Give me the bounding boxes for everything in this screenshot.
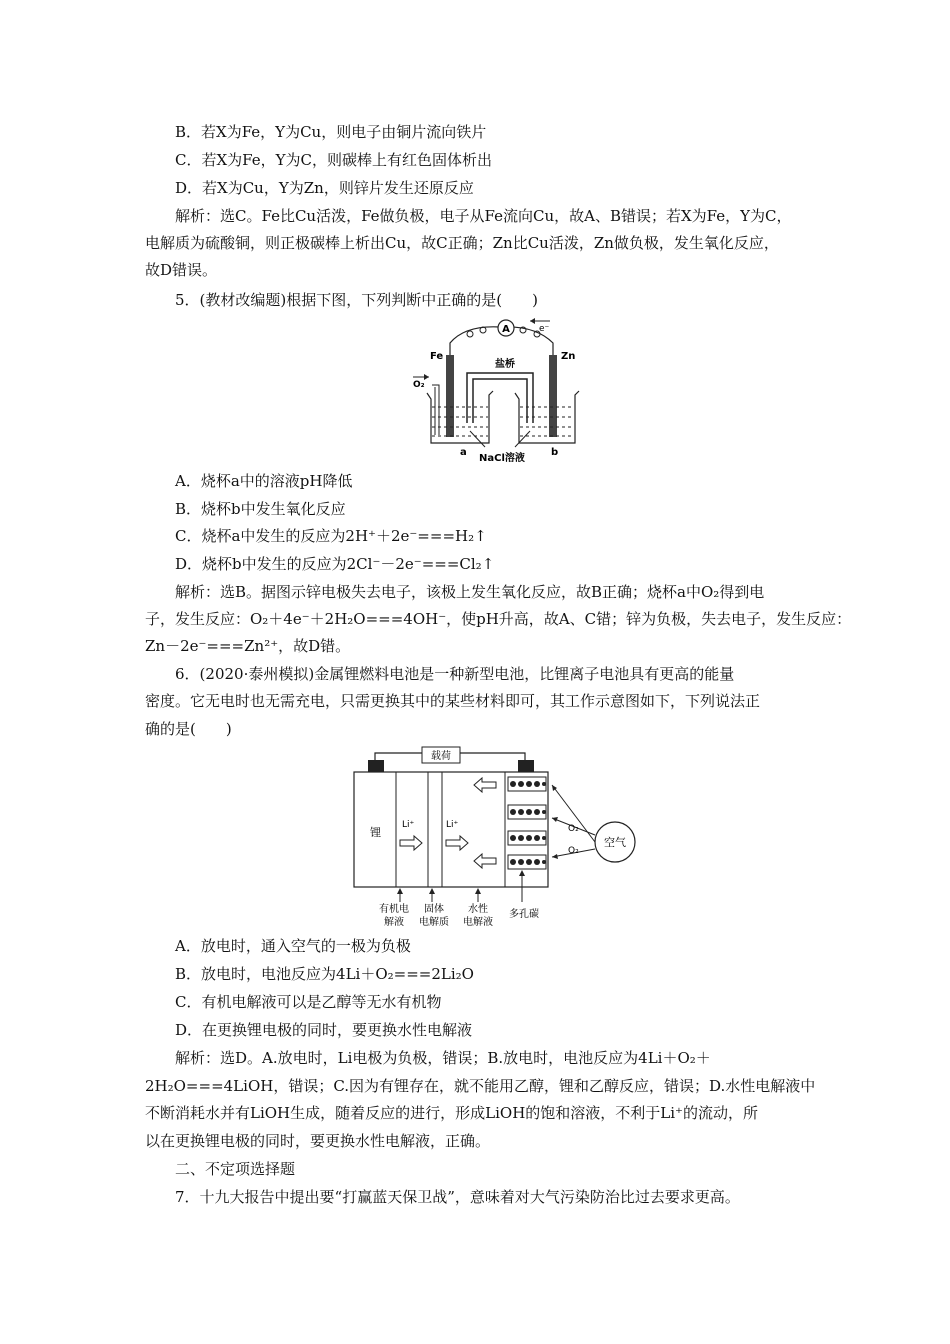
fe-label: Fe (430, 351, 444, 362)
organic-electrolyte-label: 有机电 (379, 904, 409, 915)
beaker-b-label: b (551, 447, 559, 458)
q6-option-d: D．在更换锂电极的同时，要更换水性电解液 (175, 1021, 473, 1039)
q6-analysis-line: 2H₂O===4LiOH，错误；C.因为有锂存在，就不能用乙醇，锂和乙醇反应，错误；D.水性电解液中 (145, 1077, 816, 1095)
porous-carbon-label: 多孔碳 (509, 909, 539, 920)
solid-electrolyte-label: 固体 (424, 904, 444, 915)
q4-analysis-line: 解析：选C。Fe比Cu活泼，Fe做负极，电子从Fe流向Cu，故A、B错误；若X为Fe，Y为C， (175, 207, 792, 225)
galvanic-cell-figure (405, 315, 585, 465)
q6-stem-line: 确的是( ) (145, 720, 232, 738)
q4-analysis-line: 故D错误。 (145, 261, 218, 279)
q4-option-b: B．若X为Fe，Y为Cu，则电子由铜片流向铁片 (175, 123, 487, 141)
q5-analysis-line: 子，发生反应：O₂＋4e⁻＋2H₂O===4OH⁻，使pH升高，故A、C错；锌为负极，失去电子，发生反应： (145, 610, 852, 628)
q6-analysis-line: 不断消耗水并有LiOH生成，随着反应的进行，形成LiOH的饱和溶液，不利于Li⁺的流动，所 (145, 1104, 758, 1122)
q6-analysis-line: 解析：选D。A.放电时，Li电极为负极，错误；B.放电时，电池反应为4Li＋O₂＋ (175, 1049, 711, 1067)
air-label: 空气 (604, 836, 626, 849)
zn-label: Zn (561, 351, 576, 362)
q5-option-b: B．烧杯b中发生氧化反应 (175, 500, 346, 518)
o2-label: O₂ (413, 380, 425, 390)
q5-option-c: C．烧杯a中发生的反应为2H⁺＋2e⁻===H₂↑ (175, 527, 487, 545)
o2-label: O₂ (568, 824, 579, 834)
electron-label: e⁻ (539, 324, 550, 334)
q7-stem: 7．十九大报告中提出要“打赢蓝天保卫战”，意味着对大气污染防治比过去要求更高。 (175, 1188, 740, 1206)
q4-option-d: D．若X为Cu，Y为Zn，则锌片发生还原反应 (175, 179, 474, 197)
li-ion-label: Li⁺ (446, 820, 459, 830)
q4-analysis-line: 电解质为硫酸铜，则正极碳棒上析出Cu，故C正确；Zn比Cu活泼，Zn做负极，发生氧化反应， (145, 234, 779, 252)
q5-analysis-line: Zn－2e⁻===Zn²⁺，故D错。 (145, 637, 351, 655)
lithium-battery-figure (350, 745, 650, 930)
aqueous-electrolyte-label: 水性 (468, 904, 488, 915)
li-ion-label: Li⁺ (402, 820, 415, 830)
nacl-solution-label: NaCl溶液 (479, 453, 525, 464)
q4-option-c: C．若X为Fe，Y为C，则碳棒上有红色固体析出 (175, 151, 493, 169)
q6-option-c: C．有机电解液可以是乙醇等无水有机物 (175, 993, 442, 1011)
q6-stem-line: 密度。它无电时也无需充电，只需更换其中的某些材料即可，其工作示意图如下，下列说法正 (145, 692, 761, 710)
q6-stem-line: 6．(2020·泰州模拟)金属锂燃料电池是一种新型电池，比锂离子电池具有更高的能量 (175, 665, 735, 683)
beaker-a-label: a (460, 447, 467, 458)
q6-analysis-line: 以在更换锂电极的同时，要更换水性电解液，正确。 (145, 1132, 491, 1150)
salt-bridge-label: 盐桥 (495, 359, 515, 370)
q5-stem: 5．(教材改编题)根据下图，下列判断中正确的是( ) (175, 291, 538, 309)
load-label: 载荷 (431, 751, 451, 762)
section-heading: 二、不定项选择题 (175, 1160, 296, 1178)
ammeter-label: A (502, 324, 510, 335)
o2-label: O₂ (568, 846, 579, 856)
q6-option-a: A．放电时，通入空气的一极为负极 (175, 937, 411, 955)
q5-option-d: D．烧杯b中发生的反应为2Cl⁻－2e⁻===Cl₂↑ (175, 555, 495, 573)
li-electrode-label: 锂 (370, 826, 381, 839)
q5-option-a: A．烧杯a中的溶液pH降低 (175, 472, 353, 490)
aqueous-electrolyte-label: 电解液 (463, 917, 493, 928)
q5-analysis-line: 解析：选B。据图示锌电极失去电子，该极上发生氧化反应，故B正确；烧杯a中O₂得到电 (175, 583, 765, 601)
organic-electrolyte-label: 解液 (384, 917, 404, 928)
q6-option-b: B．放电时，电池反应为4Li＋O₂===2Li₂O (175, 965, 474, 983)
solid-electrolyte-label: 电解质 (419, 917, 449, 928)
